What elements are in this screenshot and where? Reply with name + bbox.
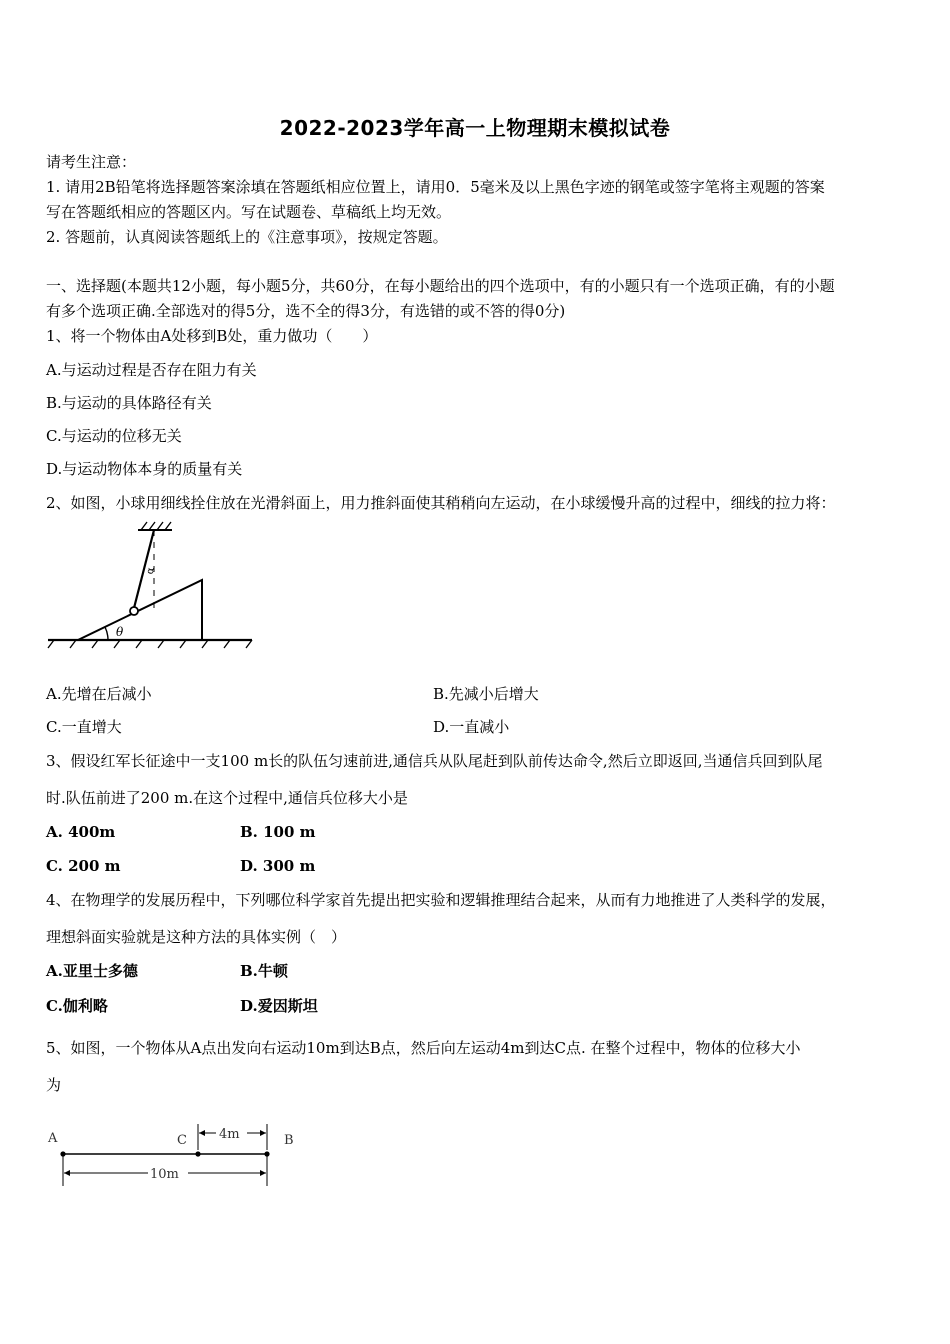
arrow-left-4m [199,1130,205,1136]
point-b-label: B [284,1133,294,1148]
notice-item-2: 2. 答题前，认真阅读答题纸上的《注意事项》，按规定答题。 [46,228,448,246]
point-c-dot [195,1151,200,1156]
point-c-label: C [177,1133,187,1148]
question-3-stem: 3、假设红军长征途中一支100 m长的队伍匀速前进,通信兵从队尾赶到队前传达命令,然后立即返回,当通信兵回到队尾 [46,752,823,770]
question-2-option-c: C.一直增大 [46,718,122,736]
question-1-option-d: D.与运动物体本身的质量有关 [46,460,243,478]
distance-10m-label: 10m [150,1167,179,1182]
question-3-option-a: A. 400m [46,823,116,841]
question-1-option-a: A.与运动过程是否存在阻力有关 [46,361,257,379]
question-2-option-a: A.先增在后减小 [46,685,152,703]
ball [130,607,138,615]
notice-item-1-cont: 写在答题纸相应的答题区内。写在试题卷、草稿纸上均无效。 [46,203,452,221]
theta-arc [105,627,108,640]
distance-4m-label: 4m [219,1127,240,1142]
incline-figure [46,522,256,657]
ground-hatch [48,640,252,648]
question-3-option-c: C. 200 m [46,857,121,875]
arrow-right-10m [260,1170,266,1176]
arrow-left-10m [64,1170,70,1176]
page-title: 2022-2023学年高一上物理期末模拟试卷 [279,116,671,140]
question-4-option-d: D.爱因斯坦 [240,997,318,1015]
notice-heading: 请考生注意： [46,153,137,171]
theta-label: θ [116,625,124,639]
notice-item-1: 1. 请用2B铅笔将选择题答案涂填在答题纸相应位置上，请用0．5毫米及以上黑色字迹的钢笔或签字笔将主观题的答案 [46,178,825,196]
question-4-option-c: C.伽利略 [46,997,108,1015]
question-3-stem-cont: 时.队伍前进了200 m.在这个过程中,通信兵位移大小是 [46,789,408,807]
question-2-option-d: D.一直减小 [433,718,510,736]
question-1-option-c: C.与运动的位移无关 [46,427,182,445]
question-4-option-b: B.牛顿 [240,962,288,980]
question-3-option-d: D. 300 m [240,857,316,875]
question-4-stem: 4、在物理学的发展历程中，下列哪位科学家首先提出把实验和逻辑推理结合起来，从而有力地推进了人类科学的发展， [46,891,836,909]
displacement-figure [46,1120,306,1190]
alpha-label: α [144,566,157,576]
question-2-option-b: B.先减小后增大 [433,685,539,703]
question-4-option-a: A.亚里士多德 [46,962,138,980]
question-1-stem: 1、将一个物体由A处移到B处，重力做功（ ） [46,327,378,345]
question-5-stem: 5、如图，一个物体从A点出发向右运动10m到达B点，然后向左运动4m到达C点. 在整个过程中，物体的位移大小 [46,1039,801,1057]
question-1-option-b: B.与运动的具体路径有关 [46,394,212,412]
question-3-option-b: B. 100 m [240,823,316,841]
question-4-stem-cont: 理想斜面实验就是这种方法的具体实例（ ） [46,928,347,946]
section-heading: 一、选择题(本题共12小题，每小题5分，共60分，在每小题给出的四个选项中，有的小题只有一个选项正确，有的小题 [46,277,835,295]
ceiling-hatch [141,522,171,530]
arrow-right-4m [260,1130,266,1136]
point-a-label: A [48,1131,58,1146]
question-2-stem: 2、如图，小球用细线拴住放在光滑斜面上，用力推斜面使其稍稍向左运动，在小球缓慢升高的过程中，细线的拉力将： [46,494,836,512]
question-5-stem-cont: 为 [46,1076,62,1094]
section-heading-cont: 有多个选项正确.全部选对的得5分，选不全的得3分，有选错的或不答的得0分) [46,302,566,320]
